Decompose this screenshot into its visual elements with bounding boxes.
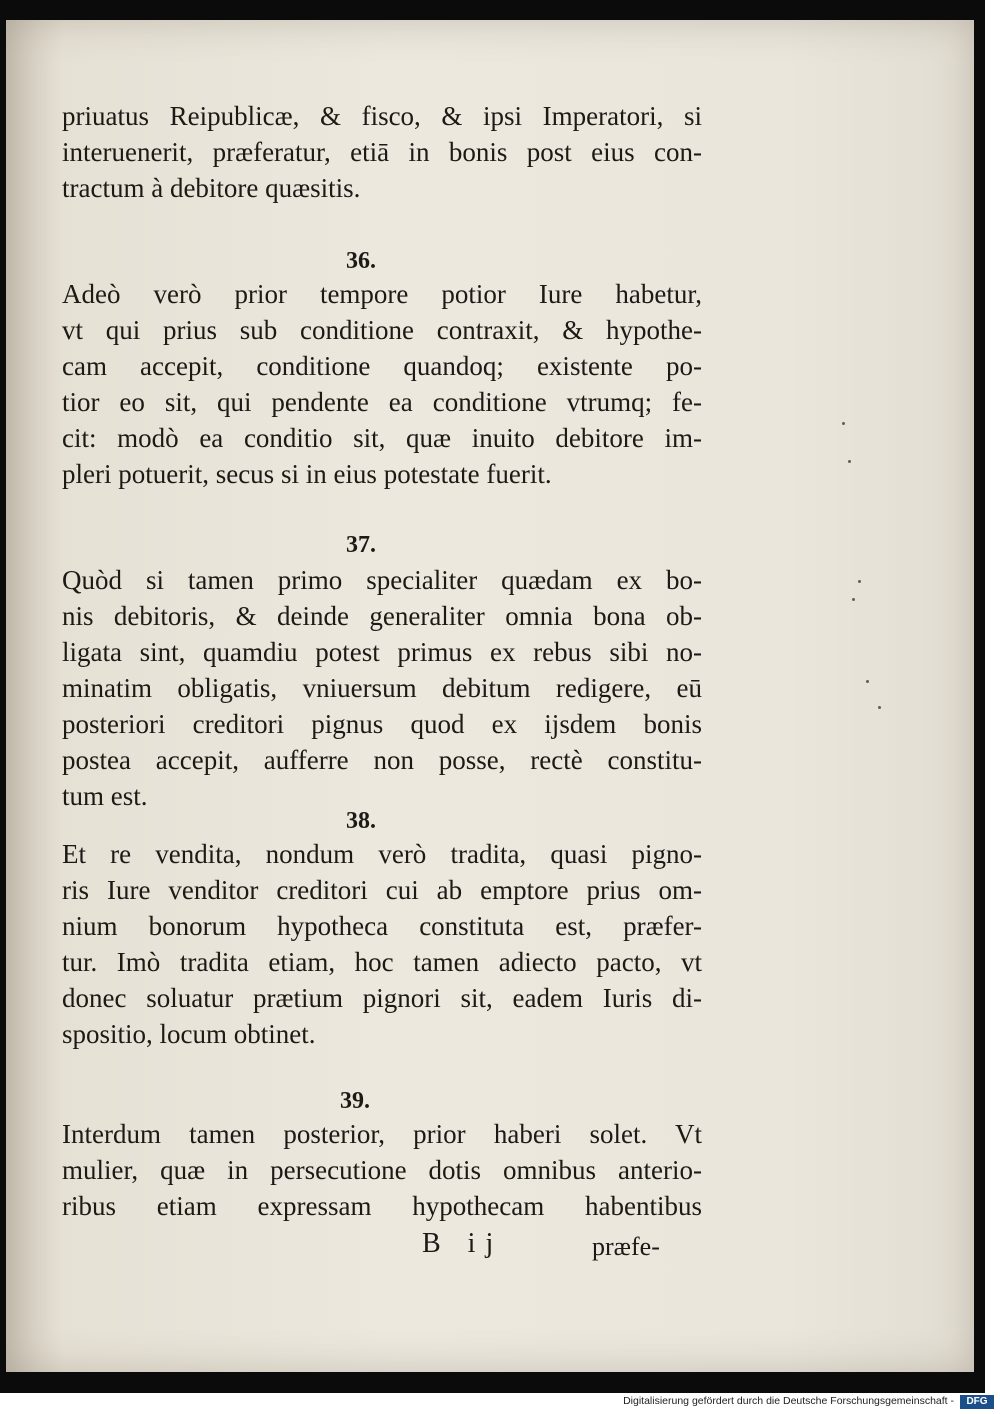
paper-speck <box>858 580 861 583</box>
paragraph-continuation <box>62 98 702 206</box>
text-line: vt qui prius sub conditione contraxit, & hypothe- <box>62 315 702 345</box>
paragraph-39 <box>62 1116 702 1224</box>
text-line: tior eo sit, qui pendente ea conditione vtrumq; fe- <box>62 387 702 417</box>
text-line: Et re vendita, nondum verò tradita, quasi pigno- <box>62 839 702 869</box>
paper-speck <box>852 598 855 601</box>
dfg-logo: DFG <box>960 1395 994 1409</box>
text-line: spositio, locum obtinet. <box>62 1019 316 1049</box>
paper-speck <box>842 422 845 425</box>
text-line: Interdum tamen posterior, prior haberi solet. Vt <box>62 1119 702 1149</box>
paragraph-37 <box>62 562 702 814</box>
paper-speck <box>878 706 881 709</box>
digitization-credit: Digitalisierung gefördert durch die Deutsche Forschungsgemeinschaft - <box>623 1395 954 1407</box>
text-line: cit: modò ea conditio sit, quæ inuito debitore im- <box>62 423 702 453</box>
text-line: nium bonorum hypotheca constituta est, præfer- <box>62 911 702 941</box>
text-line: ligata sint, quamdiu potest primus ex rebus sibi no- <box>62 637 702 667</box>
section-number: 36. <box>346 248 376 274</box>
text-line: ribus etiam expressam hypothecam habentibus <box>62 1191 702 1221</box>
paper-speck <box>866 680 869 683</box>
book-page <box>6 20 974 1372</box>
catchword: præfe- <box>592 1232 660 1261</box>
section-number: 37. <box>346 532 376 558</box>
text-line: interuenerit, præferatur, etiā in bonis post eius con- <box>62 137 702 167</box>
section-number: 38. <box>346 808 376 834</box>
text-line: pleri potuerit, secus si in eius potestate fuerit. <box>62 459 552 489</box>
text-line: donec soluatur prætium pignori sit, eadem Iuris di- <box>62 983 702 1013</box>
paragraph-38 <box>62 836 702 1052</box>
paper-speck <box>848 460 851 463</box>
text-line: cam accepit, conditione quandoq; existente po- <box>62 351 702 381</box>
text-line: postea accepit, aufferre non posse, rectè constitu- <box>62 745 702 775</box>
text-line: tum est. <box>62 781 148 811</box>
text-line: nis debitoris, & deinde generaliter omnia bona ob- <box>62 601 702 631</box>
text-line: minatim obligatis, vniuersum debitum redigere, eū <box>62 673 702 703</box>
paragraph-36 <box>62 276 702 492</box>
text-line: Quòd si tamen primo specialiter quædam ex bo- <box>62 565 702 595</box>
text-line: priuatus Reipublicæ, & fisco, & ipsi Imperatori, si <box>62 101 702 131</box>
text-line: mulier, quæ in persecutione dotis omnibus anterio- <box>62 1155 702 1185</box>
text-line: Adeò verò prior tempore potior Iure habetur, <box>62 279 702 309</box>
signature-mark: B ij <box>422 1228 504 1259</box>
section-number: 39. <box>340 1088 370 1114</box>
text-line: ris Iure venditor creditori cui ab emptore prius om- <box>62 875 702 905</box>
text-line: tur. Imò tradita etiam, hoc tamen adiecto pacto, vt <box>62 947 702 977</box>
text-line: tractum à debitore quæsitis. <box>62 173 361 203</box>
text-line: posteriori creditori pignus quod ex ijsdem bonis <box>62 709 702 739</box>
footer-bar <box>0 1393 1000 1414</box>
